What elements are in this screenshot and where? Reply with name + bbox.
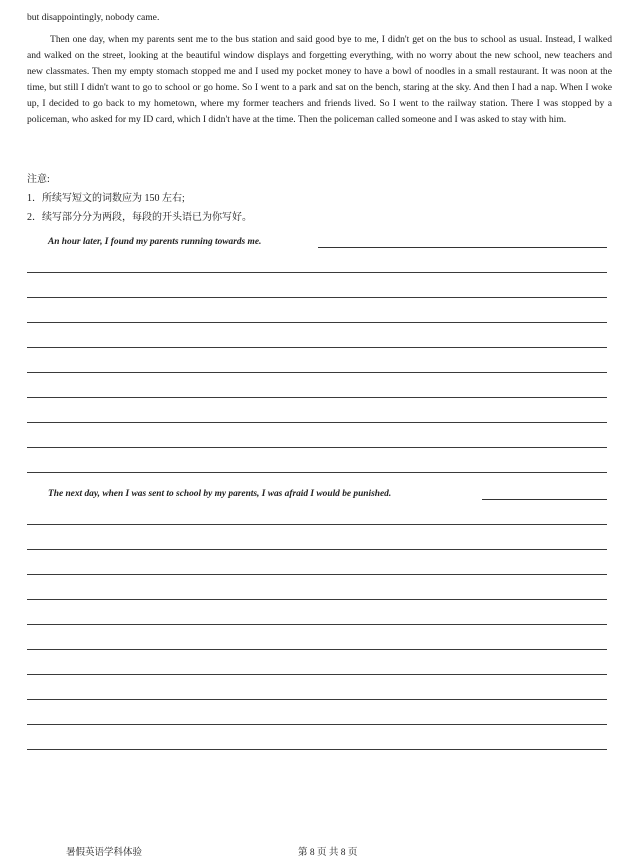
writing-line[interactable] [27, 347, 607, 348]
passage-line-1: but disappointingly, nobody came. [27, 12, 160, 23]
notes-heading: 注意: [27, 174, 50, 185]
writing-line[interactable] [27, 472, 607, 473]
writing-line[interactable] [27, 599, 607, 600]
writing-line[interactable] [27, 297, 607, 298]
writing-line[interactable] [27, 749, 607, 750]
writing-line[interactable] [27, 524, 607, 525]
notes-item-2: 2．续写部分分为两段，每段的开头语已为你写好。 [27, 212, 252, 223]
writing-line[interactable] [27, 699, 607, 700]
footer-page-number: 第 8 页 共 8 页 [298, 848, 358, 858]
continuation-prompt-1: An hour later, I found my parents running towards me. [48, 237, 262, 247]
writing-line[interactable] [27, 447, 607, 448]
writing-line[interactable] [27, 574, 607, 575]
writing-line[interactable] [27, 272, 607, 273]
writing-line[interactable] [27, 422, 607, 423]
writing-line[interactable] [482, 499, 607, 500]
writing-line[interactable] [27, 624, 607, 625]
writing-line[interactable] [27, 372, 607, 373]
writing-line[interactable] [27, 322, 607, 323]
continuation-prompt-2: The next day, when I was sent to school by my parents, I was afraid I would be punished. [48, 489, 392, 499]
writing-line[interactable] [27, 724, 607, 725]
writing-line[interactable] [27, 674, 607, 675]
passage-paragraph-2: Then one day, when my parents sent me to the bus station and said good bye to me, I didn't get on the bus to school as usual. Instead, I walked and walked on the street, looking at the beautiful window displays and forgetting everything, with no worry about the new school, new teachers and new classmates. Then my empty stomach stopped me and I used my pocket money to have a bowl of noodles in a small restaurant. It was noon at the time, but still I didn't want to go to school or go home. So I went to a park and sat on the bench, staring at the sky. And then I had a nap. When I woke up, I decided to go back to my hometown, where my former teachers and friends lived. So I went to the railway station. There I was stopped by a policeman, who asked for my ID card, which I didn't have at the time. Then the policeman called someone and I was asked to stay with him. [27, 34, 612, 126]
writing-line[interactable] [27, 549, 607, 550]
notes-item-1: 1．所续写短文的词数应为 150 左右; [27, 193, 185, 204]
writing-line[interactable] [318, 247, 607, 248]
notes-section [27, 170, 252, 227]
writing-line[interactable] [27, 649, 607, 650]
writing-line[interactable] [27, 397, 607, 398]
footer-subject: 暑假英语学科体验 [66, 848, 143, 858]
